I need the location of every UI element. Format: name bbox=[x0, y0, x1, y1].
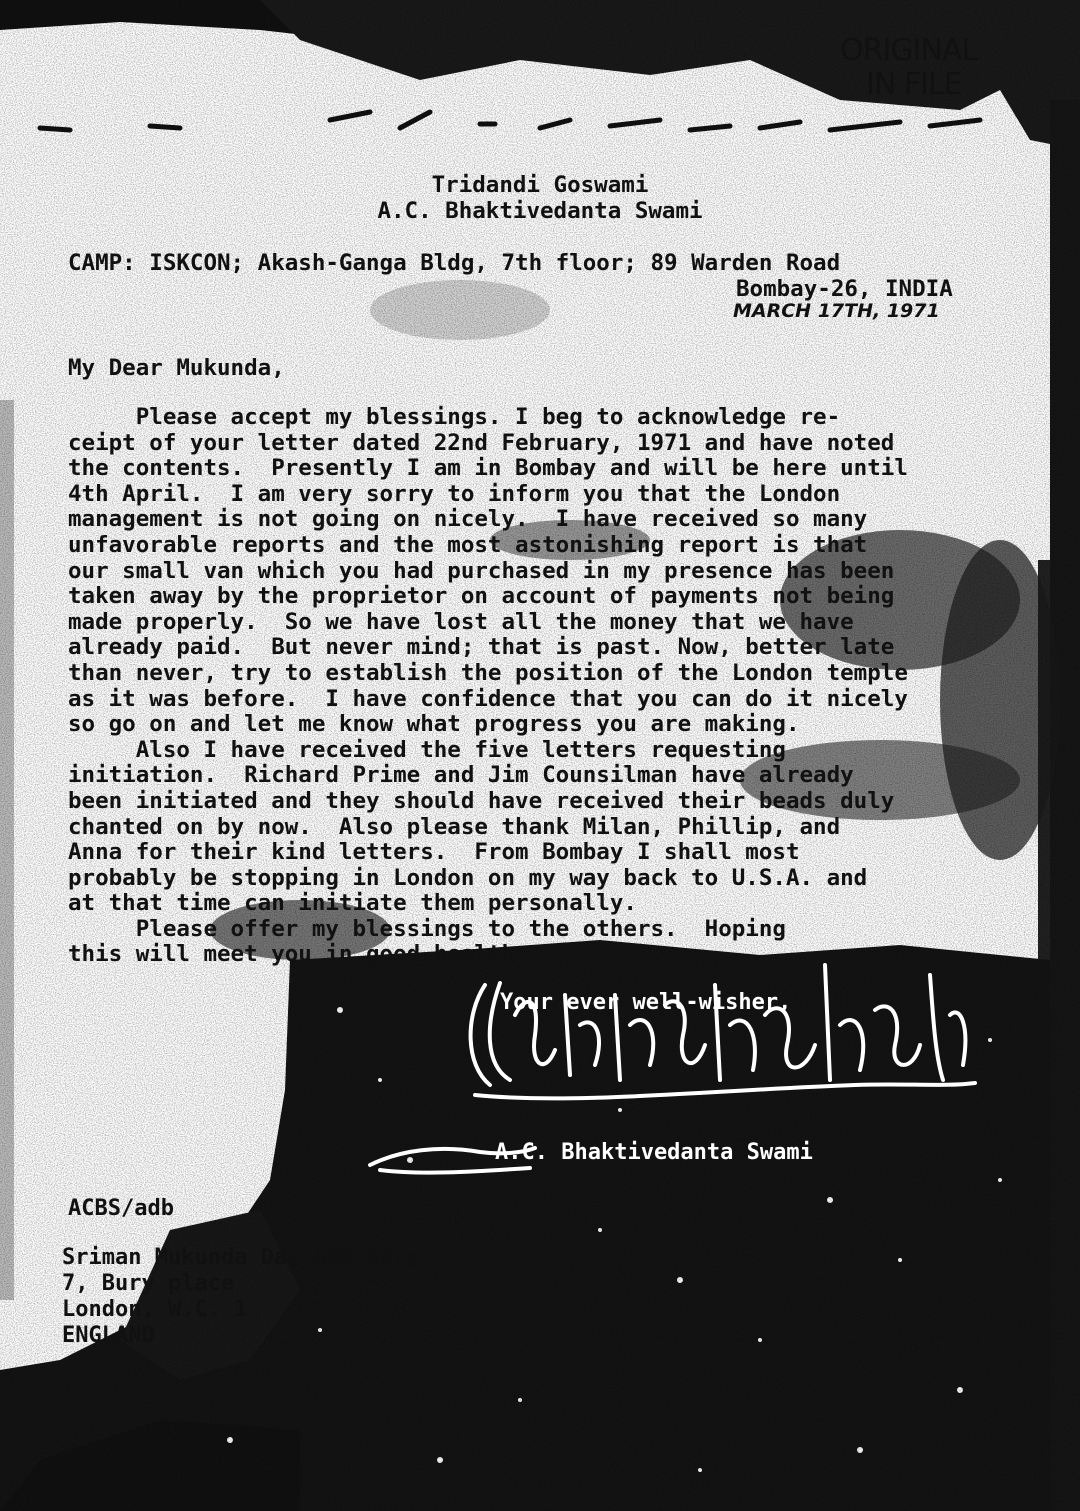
salutation: My Dear Mukunda, bbox=[68, 355, 285, 381]
signature-graphic bbox=[455, 955, 985, 1125]
body-line: taken away by the proprietor on account of payments not being bbox=[68, 583, 895, 610]
closing-line: Your ever well-wisher, bbox=[500, 990, 792, 1015]
body-line: our small van which you had purchased in my presence has been bbox=[68, 557, 895, 584]
body-line: unfavorable reports and the most astonishing report is that bbox=[68, 531, 868, 558]
body-line: Also I have received the five letters requesting bbox=[68, 736, 786, 763]
body-line: already paid. But never mind; that is past. Now, better late bbox=[68, 634, 895, 661]
recipient-line-3: London, W.C. 1 bbox=[62, 1297, 248, 1322]
body-line: chanted on by now. Also please thank Milan, Phillip, and bbox=[68, 813, 841, 840]
reference-initials: ACBS/adb bbox=[68, 1196, 174, 1221]
body-line: probably be stopping in London on my way back to U.S.A. and bbox=[68, 864, 868, 891]
stamp-line-2: IN FILE bbox=[866, 67, 962, 102]
body-line: Please accept my blessings. I beg to acknowledge re- bbox=[68, 404, 841, 430]
body-line: than never, try to establish the position of the London temple bbox=[68, 659, 908, 686]
body-line: so go on and let me know what progress you are making. bbox=[68, 711, 800, 738]
letter-body bbox=[68, 405, 908, 968]
body-line: Anna for their kind letters. From Bombay I shall most bbox=[68, 839, 800, 866]
body-line: as it was before. I have confidence that you can do it nicely bbox=[68, 685, 908, 712]
body-line: the contents. Presently I am in Bombay and will be here until bbox=[68, 455, 908, 482]
body-line: 4th April. I am very sorry to inform you that the London bbox=[68, 480, 841, 507]
body-line: Please offer my blessings to the others. Hoping bbox=[68, 915, 786, 942]
original-in-file-stamp bbox=[840, 34, 1010, 102]
stamp-line-1: ORIGINAL bbox=[840, 33, 978, 68]
recipient-line-4: ENGLAND bbox=[62, 1323, 155, 1348]
body-line: ceipt of your letter dated 22nd February, 1971 and have noted bbox=[68, 429, 895, 456]
body-line: at that time can initiate them personally. bbox=[68, 890, 637, 917]
body-line: management is not going on nicely. I have received so many bbox=[68, 506, 868, 533]
typed-signature-name: A.C. Bhaktivedanta Swami bbox=[495, 1140, 813, 1165]
recipient-line-2: 7, Bury place bbox=[62, 1271, 235, 1296]
letterhead-title: Tridandi Goswami bbox=[431, 172, 649, 198]
camp-address: CAMP: ISKCON; Akash-Ganga Bldg, 7th floor; 89 Warden Road bbox=[68, 250, 841, 276]
letterhead-name: A.C. Bhaktivedanta Swami bbox=[377, 198, 703, 224]
body-line: this will meet you in good health. bbox=[68, 941, 529, 968]
city-line: Bombay-26, INDIA bbox=[736, 276, 953, 302]
handwritten-date: MARCH 17TH, 1971 bbox=[733, 300, 940, 322]
body-line: made properly. So we have lost all the money that we have bbox=[68, 608, 854, 635]
body-line: been initiated and they should have received their beads duly bbox=[68, 787, 895, 814]
body-line: initiation. Richard Prime and Jim Counsilman have already bbox=[68, 762, 854, 789]
recipient-line-1: Sriman Mukunda Das Adhikary bbox=[62, 1245, 420, 1270]
